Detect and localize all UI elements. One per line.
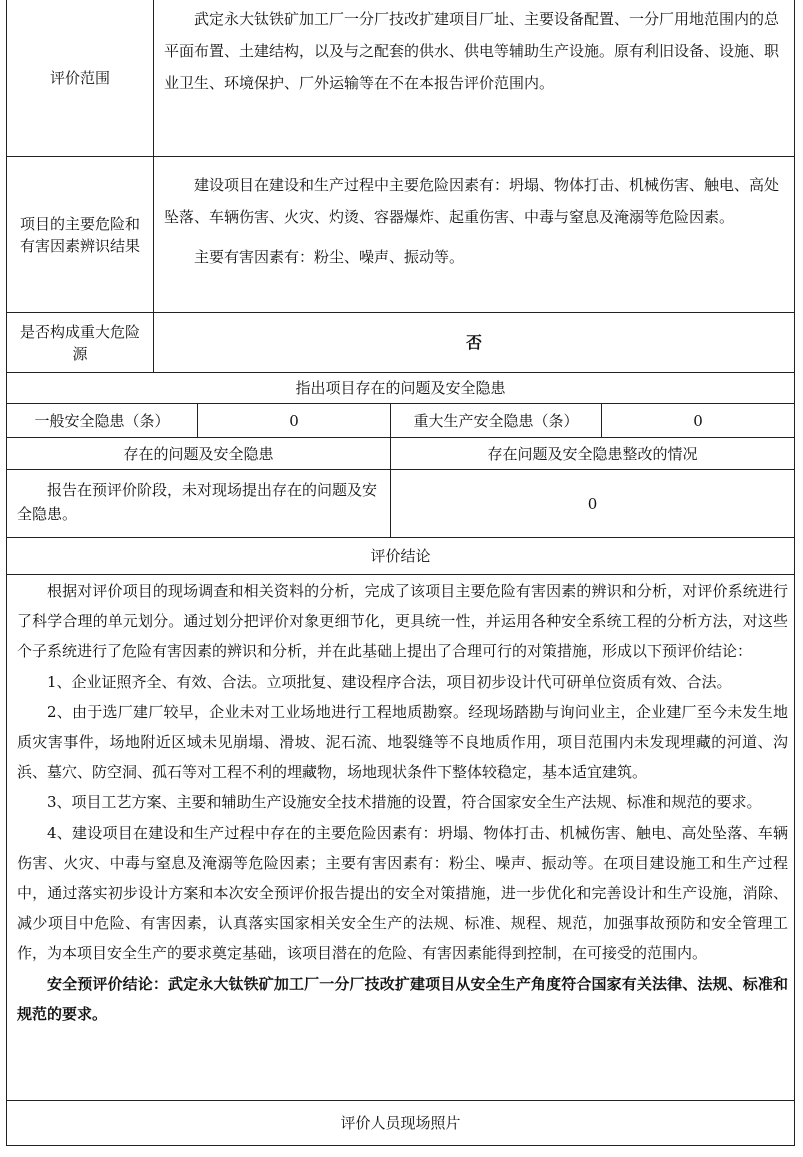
rectification-value: 0 xyxy=(390,470,794,537)
issues-heading: 指出项目存在的问题及安全隐患 xyxy=(295,379,506,397)
conclusion-row xyxy=(7,574,794,1100)
hazards-label: 项目的主要危险和有害因素辨识结果 xyxy=(19,214,140,255)
conclusion-heading-row xyxy=(7,537,794,574)
hazards-content xyxy=(153,157,794,312)
issues-values-row xyxy=(7,469,794,537)
issues-columns-row xyxy=(7,437,794,469)
harmful-factors-text: 主要有害因素有：粉尘、噪声、振动等。 xyxy=(194,248,465,266)
issues-text: 报告在预评价阶段，未对现场提出存在的问题及安全隐患。 xyxy=(17,481,378,523)
general-hazards-count: 0 xyxy=(197,404,390,437)
conclusion-paragraph: 4、建设项目在建设和生产过程中存在的主要危险因素有：坍塌、物体打击、机械伤害、触电、高处坠落、车辆伤害、火灾、中毒与窒息及淹溺等危险因素；主要有害因素有：粉尘、噪声、振动等。在项目建设施工和生产过程中，通过落实初步设计方案和本次安全预评价报告提出的安全对策措施，进一步优化和完善设计和生产设施，消除、减少项目中危险、有害因素，认真落实国家相关安全生产的法规、标准、规程、规范，加强事故预防和安全管理工作，为本项目安全生产的要求奠定基础，该项目潜在的危险、有害因素能得到控制，在可接受的范围内。 xyxy=(17,823,788,963)
issues-cell xyxy=(7,470,390,537)
hazards-row xyxy=(7,156,794,312)
scope-text: 武定永大钛铁矿加工厂一分厂技改扩建项目厂址、主要设备配置、一分厂用地范围内的总平面布置、土建结构，以及与之配套的供水、供电等辅助生产设施。原有利旧设备、设施、职业卫生、环境保护、厂外运输等在不在本报告评价范围内。 xyxy=(164,10,780,92)
conclusion-paragraph: 3、项目工艺方案、主要和辅助生产设施安全技术措施的设置，符合国家安全生产法规、标准和规范的要求。 xyxy=(47,793,762,812)
conclusion-heading: 评价结论 xyxy=(370,547,431,565)
general-hazards-label: 一般安全隐患（条） xyxy=(34,411,170,430)
issues-heading-row xyxy=(7,372,794,403)
major-hazard-value: 否 xyxy=(153,313,794,372)
photos-row xyxy=(7,1100,794,1145)
assessment-table xyxy=(6,0,795,1146)
conclusion-paragraph: 1、企业证照齐全、有效、合法。立项批复、建设程序合法，项目初步设计代可研单位资质有效、合法。 xyxy=(47,672,732,691)
rectification-column-header: 存在问题及安全隐患整改的情况 xyxy=(390,438,794,469)
major-hazard-row xyxy=(7,312,794,372)
conclusion-paragraph: 根据对评价项目的现场调查和相关资料的分析，完成了该项目主要危险有害因素的辨识和分析，对评价系统进行了科学合理的单元划分。通过划分把评价对象更细节化，更具统一性，并运用各种安全系统工程的分析方法，对这些个子系统进行了危险有害因素的辨识和分析，并在此基础上提出了合理可行的对策措施，形成以下预评价结论： xyxy=(17,582,788,661)
danger-factors-text: 建设项目在建设和生产过程中主要危险因素有：坍塌、物体打击、机械伤害、触电、高处坠落、车辆伤害、火灾、灼烫、容器爆炸、起重伤害、中毒与窒息及淹溺等危险因素。 xyxy=(164,176,780,226)
hazard-counts-row xyxy=(7,403,794,437)
major-hazards-count: 0 xyxy=(601,404,794,437)
major-hazards-label: 重大生产安全隐患（条） xyxy=(390,404,601,437)
scope-label: 评价范围 xyxy=(49,69,110,87)
scope-content xyxy=(153,0,794,156)
conclusion-content xyxy=(7,575,794,1100)
major-hazard-label: 是否构成重大危险源 xyxy=(19,322,140,363)
photos-heading: 评价人员现场照片 xyxy=(340,1114,461,1132)
final-conclusion-statement: 安全预评价结论：武定永大钛铁矿加工厂一分厂技改扩建项目从安全生产角度符合国家有关法律、法规、标准和规范的要求。 xyxy=(17,974,788,1023)
conclusion-paragraph: 2、由于选厂建厂较早，企业未对工业场地进行工程地质勘察。经现场踏勘与询问业主，企业建厂至今未发生地质灾害事件，场地附近区域未见崩塌、滑坡、泥石流、地裂缝等不良地质作用，项目范围内未发现埋藏的河道、沟浜、墓穴、防空洞、孤石等对工程不利的埋藏物，场地现状条件下整体较稳定，基本适宜建筑。 xyxy=(17,702,788,782)
scope-row xyxy=(7,0,794,156)
issues-column-header: 存在的问题及安全隐患 xyxy=(123,444,274,463)
